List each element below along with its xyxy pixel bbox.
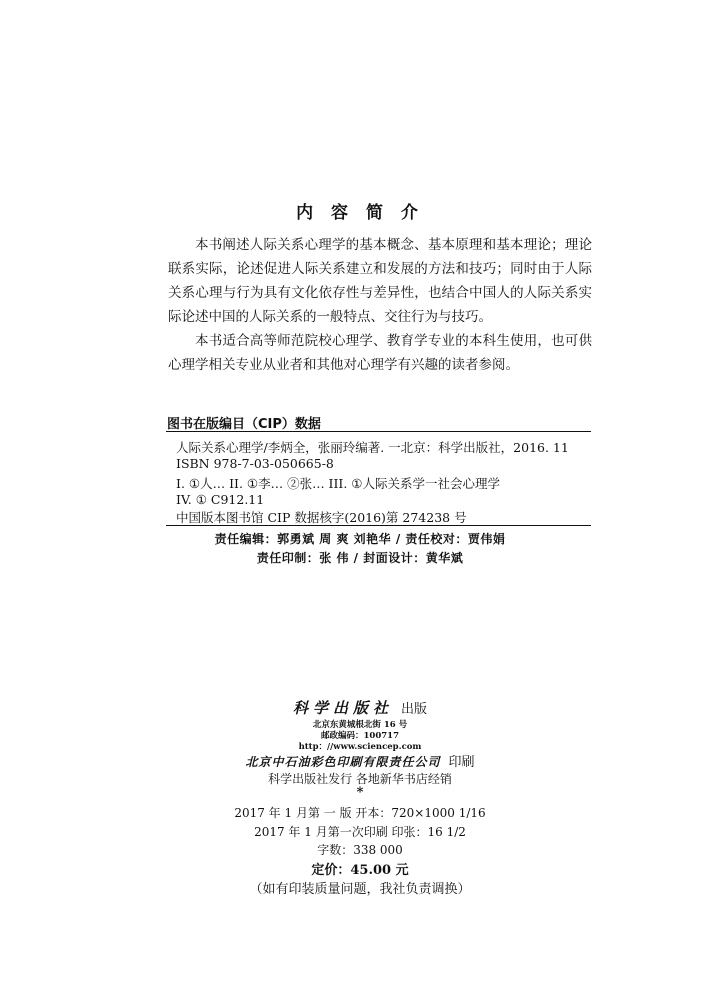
publisher-postcode: 邮政编码：100717: [321, 731, 399, 741]
summary-paragraph-1: 本书阐述人际关系心理学的基本概念、基本原理和基本理论；理论联系实际，论述促进人际关系建立和发展的方法和技巧；同时由于人际关系心理与行为具有文化依存性与差异性，也结合中国人的人际关系实际论述中国的人际关系的一般特点、交往行为与技巧。: [168, 237, 592, 325]
cip-line-citation: 人际关系心理学/李炳全，张丽玲编著. 一北京：科学出版社，2016. 11: [176, 440, 569, 455]
cip-line-subjects: I. ①人… II. ①李… ②张… III. ①人际关系学一社会心理学: [176, 476, 501, 491]
editors-line-2: 责任印制：张 伟 / 封面设计：黄华斌: [256, 551, 464, 565]
separator-star: *: [356, 785, 364, 800]
summary-title: 内 容 简 介: [296, 203, 424, 223]
cip-heading: 图书在版编目（CIP）数据: [167, 417, 321, 432]
publisher-name: 科学出版社: [292, 699, 393, 717]
edition-line-1: 2017 年 1 月第 一 版 开本：720×1000 1/16: [234, 806, 486, 820]
cip-line-classification: IV. ① C912.11: [176, 492, 265, 507]
publisher-website: http：//www.sciencep.com: [298, 742, 422, 752]
printer-line: [0, 751, 720, 770]
publisher-role: 出版: [401, 702, 428, 717]
distribution-line: 科学出版社发行 各地新华书店经销: [268, 772, 452, 786]
cip-line-record-number: 中国版本图书馆 CIP 数据核字(2016)第 274238 号: [176, 510, 467, 525]
price: 定价：45.00 元: [311, 863, 409, 878]
summary-paragraph-2: 本书适合高等师范院校心理学、教育学专业的本科生使用，也可供心理学相关专业从业者和其他对心理学有兴趣的读者参阅。: [168, 333, 592, 373]
cip-line-isbn: ISBN 978-7-03-050665-8: [176, 456, 334, 471]
quality-notice: （如有印装质量问题，我社负责调换）: [249, 882, 471, 897]
printer-name: 北京中石油彩色印刷有限责任公司: [245, 755, 441, 769]
word-count: 字数：338 000: [317, 843, 403, 857]
editors-line-1: 责任编辑：郭勇斌 周 爽 刘艳华 / 责任校对：贾伟娟: [214, 532, 506, 546]
printer-role: 印刷: [448, 755, 475, 770]
publisher-line: [0, 697, 720, 718]
edition-line-2: 2017 年 1 月第一次印刷 印张：16 1/2: [254, 825, 466, 839]
publisher-address: 北京东黄城根北街 16 号: [312, 720, 408, 730]
